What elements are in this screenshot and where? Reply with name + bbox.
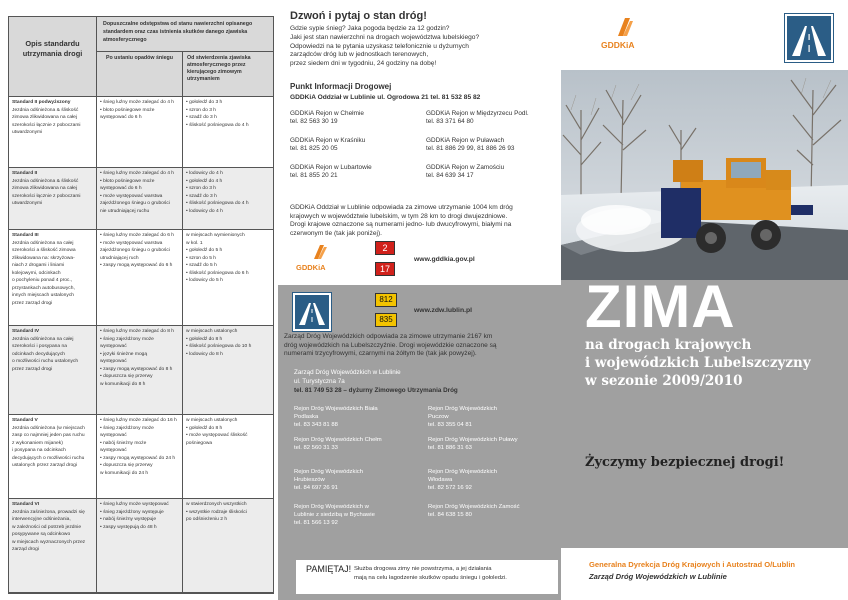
standard-title: Standard II podwyższony xyxy=(12,100,71,105)
condition-line: występować xyxy=(100,433,127,438)
header-standard-desc: Opis standardu utrzymania drogi xyxy=(9,17,97,97)
district-phone: tel. 83 343 81 88 xyxy=(294,422,338,428)
condition-line: występować xyxy=(100,344,127,349)
from-detection-cell xyxy=(183,415,273,498)
standard-title: Standard II xyxy=(12,171,38,176)
description-line: z wykonaniem mijanek) xyxy=(12,440,63,446)
gddkia-url[interactable]: www.gddkia.gov.pl xyxy=(414,256,475,263)
condition-line: pośniegowa xyxy=(186,440,213,446)
condition-line: w miejscach ustalonych xyxy=(186,418,238,423)
condition-line: • śnieg luźny może zalegać do 16 h xyxy=(100,418,177,423)
road-badge-812: 812 xyxy=(375,293,397,307)
description-line: przystankach autobusowych, xyxy=(12,285,75,291)
district-phone: tel. 81 855 20 21 xyxy=(290,172,338,180)
gddkia-paragraph xyxy=(290,204,513,238)
after-snowfall-cell xyxy=(97,499,183,592)
info-title: Punkt Informacji Drogowej xyxy=(290,82,392,91)
cover-panel xyxy=(561,0,848,600)
condition-line: występować xyxy=(100,359,127,364)
paragraph-line: czerwonym tle (tak jak poniżej). xyxy=(290,229,382,237)
call-line: Jaki jest stan nawierzchni na drogach województwa lubelskiego? xyxy=(290,33,480,41)
zdw-panel xyxy=(278,285,561,600)
condition-line: • śnieg zajeżdżony może xyxy=(100,425,154,431)
description-line: interwencyjne odśnieżania, xyxy=(12,517,71,522)
description-line: zasp co najmniej jeden pas ruchu xyxy=(12,433,85,438)
condition-line: • śliskość pośniegowa do 4 h xyxy=(186,201,249,206)
description-line: Jezdnia odśnieżona & śliskość xyxy=(12,178,79,184)
from-detection-cell xyxy=(183,230,273,325)
standard-description xyxy=(9,168,97,229)
zdw-district-item xyxy=(294,436,382,452)
district-phone: tel. 82 572 16 92 xyxy=(428,485,472,491)
condition-line: • lodowicy do 4 h xyxy=(186,208,223,214)
district-phone: tel. 81 566 13 92 xyxy=(294,520,338,526)
road-sign-large-icon xyxy=(785,14,833,62)
paragraph-line: GDDKiA Oddział w Lublinie odpowiada za zimowe utrzymanie 1004 km dróg xyxy=(290,204,513,211)
gddkia-logo-text: GDDKiA xyxy=(601,40,635,50)
district-phone: tel. 83 355 04 81 xyxy=(428,422,472,428)
footer-zdw: Zarząd Dróg Wojewódzkich w Lublinie xyxy=(589,572,727,581)
remember-box xyxy=(296,560,558,594)
description-line: kolejowymi, odcinkach xyxy=(12,270,61,276)
condition-line: • śnieg luźny może zalegać do 4 h xyxy=(100,171,175,176)
district-name: Puczow xyxy=(428,414,449,420)
description-line: zimowa zlikwidowana na całej xyxy=(12,115,77,120)
call-line: zarządców dróg lub w jednostkach terenowych, xyxy=(290,51,429,59)
condition-line: • gołoledź do 4 h xyxy=(186,178,223,184)
standard-title: Standard V xyxy=(12,418,38,423)
district-name: Włodawa xyxy=(428,477,453,483)
condition-line: • zaspy mogą występować do 8 h xyxy=(100,366,173,372)
standard-description xyxy=(9,499,97,592)
condition-line: • szadź do 5 h xyxy=(186,263,217,268)
description-line: utwardzonymi xyxy=(12,201,43,206)
condition-line: • śnieg zajeżdżony może xyxy=(100,336,154,342)
condition-line: • błoto pośniegowe może xyxy=(100,107,155,113)
district-name: GDDKiA Rejon w Chełmie xyxy=(290,110,364,117)
condition-line: • błoto pośniegowe może xyxy=(100,178,155,184)
condition-line: • gołoledź do 5 h xyxy=(186,248,223,253)
condition-line: zajeżdżonego śniegu o grubości xyxy=(100,248,170,253)
description-line: szerokości łącznie z poboczami xyxy=(12,193,81,199)
description-line: Jezdnia odśnieżona (w miejscach xyxy=(12,425,85,431)
district-phone: tel. 84 638 15 80 xyxy=(428,512,472,518)
description-line: o pochyleniu ponad 4 proc., xyxy=(12,278,73,283)
paragraph-line: dróg wojewódzkich na Lubelszczyźnie. Drogi wojewódzkie oznaczone są xyxy=(284,341,497,349)
description-line: szerokości a śliskość zimowa xyxy=(12,248,76,253)
description-line: przez zarząd drogi xyxy=(12,366,53,372)
description-line: i posypana na odcinkach xyxy=(12,448,66,453)
contact-top xyxy=(278,0,561,285)
description-line: ustalonych przez zarząd drogi xyxy=(12,463,77,468)
table-row xyxy=(9,499,273,593)
road-badge-835: 835 xyxy=(375,313,397,327)
standard-description xyxy=(9,415,97,498)
condition-line: nie utrudniającej ruchu xyxy=(100,208,150,214)
contact-panel xyxy=(278,0,561,600)
condition-line: • śnieg zajeżdżony występuje xyxy=(100,509,164,515)
district-phone: tel. 84 697 26 91 xyxy=(294,485,338,491)
call-line: Odpowiedzi na te pytania uzyskasz telefonicznie u dyżurnych xyxy=(290,42,469,50)
condition-line: • nabój śnieżny może xyxy=(100,440,147,446)
gddkia-logo-text-small: GDDKiA xyxy=(296,263,326,272)
condition-line: występować do 6 h xyxy=(100,186,142,191)
condition-line: • może występować warstwa xyxy=(100,193,163,199)
zdw-url[interactable]: www.zdw.lublin.pl xyxy=(414,307,473,314)
district-name: Rejon Dróg Wojewódzkich Puławy xyxy=(428,437,518,443)
zdw-phone: tel. 81 749 53 28 – dyżurny Zimowego Utrzymania Dróg xyxy=(294,387,458,394)
description-line: szerokości łącznie z poboczami xyxy=(12,122,81,128)
description-line: Jezdnia zaśnieżona, prowadzi się xyxy=(12,509,85,515)
district-name: Podlaska xyxy=(294,414,319,420)
district-name: Rejon Dróg Wojewódzkich Biała xyxy=(294,406,378,412)
condition-line: w komunikacji do 8 h xyxy=(100,381,146,387)
call-line: Gdzie sypie śnieg? Jaka pogoda będzie za 12 godzin? xyxy=(290,25,450,32)
standard-title: Standard IV xyxy=(12,329,40,334)
condition-line: • zaspy mogą występować do 6 h xyxy=(100,263,173,268)
condition-line: utrudniającej ruch xyxy=(100,255,139,261)
remember-line: Służba drogowa zimy nie powstrzyma, a jej działania xyxy=(354,566,492,572)
call-text xyxy=(290,25,479,69)
condition-line: • może występować śliskość xyxy=(186,433,248,438)
district-phone: tel. 81 825 20 05 xyxy=(290,145,338,153)
district-item xyxy=(290,164,372,181)
district-phone: tel. 82 560 31 33 xyxy=(294,445,338,451)
district-name: GDDKiA Rejon w Międzyrzecu Podl. xyxy=(426,110,529,117)
zdw-paragraph xyxy=(284,333,556,359)
wish-text: Życzymy bezpiecznej drogi! xyxy=(585,455,785,470)
description-line: przez zarząd drogi xyxy=(12,300,53,306)
district-name: Rejon Dróg Wojewódzkich xyxy=(294,469,363,475)
condition-line: w stwierdzonych wszystkich xyxy=(186,502,247,507)
condition-line: • szadź do 3 h xyxy=(186,193,217,199)
condition-line: występować do 6 h xyxy=(100,115,142,120)
district-phone: tel. 81 886 29 99, 81 886 26 93 xyxy=(426,145,515,153)
cover-subtitle xyxy=(585,336,811,390)
condition-line: • śnieg luźny może zalegać do 4 h xyxy=(100,100,175,105)
condition-line: • lodowicy do 5 h xyxy=(186,278,223,283)
condition-line: • zaspy występują do 48 h xyxy=(100,524,157,530)
district-item xyxy=(426,137,514,154)
after-snowfall-cell xyxy=(97,230,183,325)
paragraph-line: numerami trzycyfrowymi, czarnymi na żółtym tle (tak jak powyżej). xyxy=(284,350,477,358)
call-title: Dzwoń i pytaj o stan dróg! xyxy=(290,10,427,22)
table-row xyxy=(9,97,273,168)
condition-line: • gołoledź do 8 h xyxy=(186,336,223,342)
from-detection-cell xyxy=(183,168,273,229)
district-item xyxy=(290,110,364,127)
condition-line: • śliskość pośniegowa do 6 h xyxy=(186,270,249,276)
standard-description xyxy=(9,230,97,325)
condition-line: • gołoledź do 3 h xyxy=(186,100,223,105)
zdw-district-item xyxy=(428,503,520,519)
footer-gddkia: Generalna Dyrekcja Dróg Krajowych i Autostrad O/Lublin xyxy=(589,560,796,569)
condition-line: • śnieg luźny może zalegać do 8 h xyxy=(100,329,175,334)
zdw-name: Zarząd Dróg Wojewódzkich w Lublinie xyxy=(294,369,401,376)
cover-footer xyxy=(561,548,848,600)
road-badge-2: 2 xyxy=(375,241,395,255)
description-line: decydujących o możliwości ruchu xyxy=(12,455,85,461)
condition-line: • dopuszcza się przerwy xyxy=(100,374,153,379)
zdw-district-item xyxy=(428,436,518,452)
call-line: przez siedem dni w tygodniu, 24 godziny na dobę! xyxy=(290,60,437,68)
district-phone: tel. 84 639 34 17 xyxy=(426,172,474,180)
standard-description xyxy=(9,326,97,414)
header-from-detection: Od stwierdzenia zjawiska atmosferycznego przez kierującego zimowym utrzymaniem xyxy=(183,52,273,97)
paragraph-line: krajowych w województwie lubelskim, w tym 28 km to drogi dwujezdniowe. xyxy=(290,212,508,220)
description-line: szerokości i posypana na xyxy=(12,344,67,349)
description-line: Jezdnia odśnieżona na całej xyxy=(12,336,74,342)
description-line: o możliwości ruchu ustalonych xyxy=(12,359,79,364)
description-line: w zależności od potrzeb jezdnie xyxy=(12,524,82,530)
district-phone: tel. 83 371 64 80 xyxy=(426,118,474,126)
paragraph-line: Drogi krajowe oznaczone są numerami jedno- lub dwucyfrowymi, białymi na xyxy=(290,221,512,229)
standards-panel xyxy=(0,0,278,600)
info-main: GDDKiA Oddział w Lublinie ul. Ogrodowa 21 tel. 81 532 85 82 xyxy=(290,94,481,101)
condition-line: • gołoledź do 8 h xyxy=(186,425,223,431)
condition-line: • zaspy mogą występować do 24 h xyxy=(100,455,176,461)
road-badge-17: 17 xyxy=(375,262,395,276)
condition-line: • języki śnieżne mogą xyxy=(100,351,148,357)
condition-line: • szron do 3 h xyxy=(186,186,216,191)
condition-line: występować xyxy=(100,448,127,453)
condition-line: w miejscach ustalonych xyxy=(186,329,238,334)
description-line: Jezdnia odśnieżona na całej xyxy=(12,240,74,246)
condition-line: w miejscach wymienionych xyxy=(186,233,245,238)
paragraph-line: Zarząd Dróg Wojewódzkich odpowiada za zimowe utrzymanie 2167 km xyxy=(284,333,493,340)
district-name: Rejon Dróg Wojewódzkich Chełm xyxy=(294,437,382,443)
zdw-district-item xyxy=(294,503,375,527)
district-phone: tel. 82 563 30 19 xyxy=(290,118,338,126)
zdw-address: ul. Turystyczna 7a xyxy=(294,378,345,385)
description-line: zlikwidowana na: skrzyżowa- xyxy=(12,255,75,261)
district-name: Rejon Dróg Wojewódzkich xyxy=(428,406,497,412)
condition-line: • szadź do 3 h xyxy=(186,115,217,120)
description-line: w miejscach wyznaczonych przez xyxy=(12,539,86,545)
zdw-district-item xyxy=(428,405,497,429)
header-deviations: Dopuszczalne odstępstwa od stanu nawierzchni opisanego standardem oraz czas istnienia skutków danego zjawiska atmosferycznego xyxy=(97,17,273,52)
condition-line: • lodowicy do 4 h xyxy=(186,171,223,176)
remember-label: PAMIĘTAJ! xyxy=(306,564,352,574)
after-snowfall-cell xyxy=(97,326,183,414)
standards-table xyxy=(8,16,274,594)
standard-title: Standard VI xyxy=(12,502,40,507)
after-snowfall-cell xyxy=(97,168,183,229)
table-row xyxy=(9,168,273,230)
condition-line: • szron do 5 h xyxy=(186,255,216,261)
district-name: GDDKiA Rejon w Lubartowie xyxy=(290,164,372,171)
standard-title: Standard III xyxy=(12,233,39,238)
snow-plow-photo xyxy=(561,70,848,280)
road-sign-icon xyxy=(293,293,331,331)
condition-line: po odśnieżeniu 2 h xyxy=(186,517,228,522)
condition-line: • śliskość pośniegowa do 4 h xyxy=(186,122,249,128)
district-name: Rejon Dróg Wojewódzkich w xyxy=(294,504,369,510)
district-name: Lublinie z siedzibą w Bychawie xyxy=(294,512,375,518)
district-name: Hrubieszów xyxy=(294,477,325,483)
description-line: odcinkach decydujących xyxy=(12,351,66,357)
after-snowfall-cell xyxy=(97,97,183,167)
district-name: GDDKiA Rejon w Kraśniku xyxy=(290,137,366,144)
description-line: Jezdnia odśnieżona & śliskość xyxy=(12,107,79,113)
table-header xyxy=(9,17,273,97)
condition-line: • może występować warstwa xyxy=(100,240,163,246)
condition-line: • śliskość pośniegowa do 10 h xyxy=(186,344,252,349)
condition-line: • szron do 3 h xyxy=(186,107,216,113)
description-line: utwardzonymi xyxy=(12,130,43,135)
table-row xyxy=(9,326,273,415)
description-line: zimowa zlikwidowana na całej xyxy=(12,186,77,191)
district-item xyxy=(290,137,365,154)
district-name: Rejon Dróg Wojewódzkich xyxy=(428,469,497,475)
district-phone: tel. 81 886 31 63 xyxy=(428,445,472,451)
district-item xyxy=(426,164,504,181)
district-name: GDDKiA Rejon w Puławach xyxy=(426,137,505,144)
zdw-district-item xyxy=(294,405,378,429)
cover-title-area xyxy=(561,273,848,548)
table-row xyxy=(9,230,273,326)
condition-line: • lodowicy do 8 h xyxy=(186,351,223,357)
gddkia-logo-icon xyxy=(606,14,644,42)
subtitle-line: w sezonie 2009/2010 xyxy=(585,373,743,389)
condition-line: zajeżdżonego śniegu o grubości xyxy=(100,201,170,206)
table-row xyxy=(9,415,273,499)
description-line: posypywane są odcinkowo xyxy=(12,532,71,537)
description-line: niach z drogami i liniami xyxy=(12,263,65,268)
district-name: GDDKiA Rejon w Zamościu xyxy=(426,164,505,171)
remember-text xyxy=(354,565,507,582)
zdw-district-item xyxy=(294,468,363,492)
subtitle-line: na drogach krajowych xyxy=(585,337,752,353)
zima-title: ZIMA xyxy=(585,273,736,340)
district-name: Rejon Dróg Wojewódzkich Zamość xyxy=(428,504,520,510)
condition-line: w kol. 1 xyxy=(186,240,203,246)
condition-line: w komunikacji do 24 h xyxy=(100,470,149,476)
description-line: zarząd drogi xyxy=(12,547,39,552)
from-detection-cell xyxy=(183,97,273,167)
condition-line: • wszystkie rodzaje śliskości xyxy=(186,509,247,515)
standard-description xyxy=(9,97,97,167)
zdw-district-item xyxy=(428,468,497,492)
header-after-snowfall: Po ustaniu opadów śniegu xyxy=(97,52,183,97)
from-detection-cell xyxy=(183,499,273,592)
from-detection-cell xyxy=(183,326,273,414)
subtitle-line: i wojewódzkich Lubelszczyzny xyxy=(585,355,811,371)
district-item xyxy=(426,110,529,127)
condition-line: • nabój śnieżny występuje xyxy=(100,517,157,522)
condition-line: • śnieg luźny może zalegać do 6 h xyxy=(100,233,175,238)
remember-line: mają na celu łagodzenie skutków opadu śniegu i gołoledzi. xyxy=(354,574,507,581)
condition-line: • śnieg luźny może występować xyxy=(100,502,169,507)
after-snowfall-cell xyxy=(97,415,183,498)
description-line: innych miejscach ustalonych xyxy=(12,293,74,298)
condition-line: • dopuszcza się przerwy xyxy=(100,463,153,468)
cover-header xyxy=(561,0,848,70)
